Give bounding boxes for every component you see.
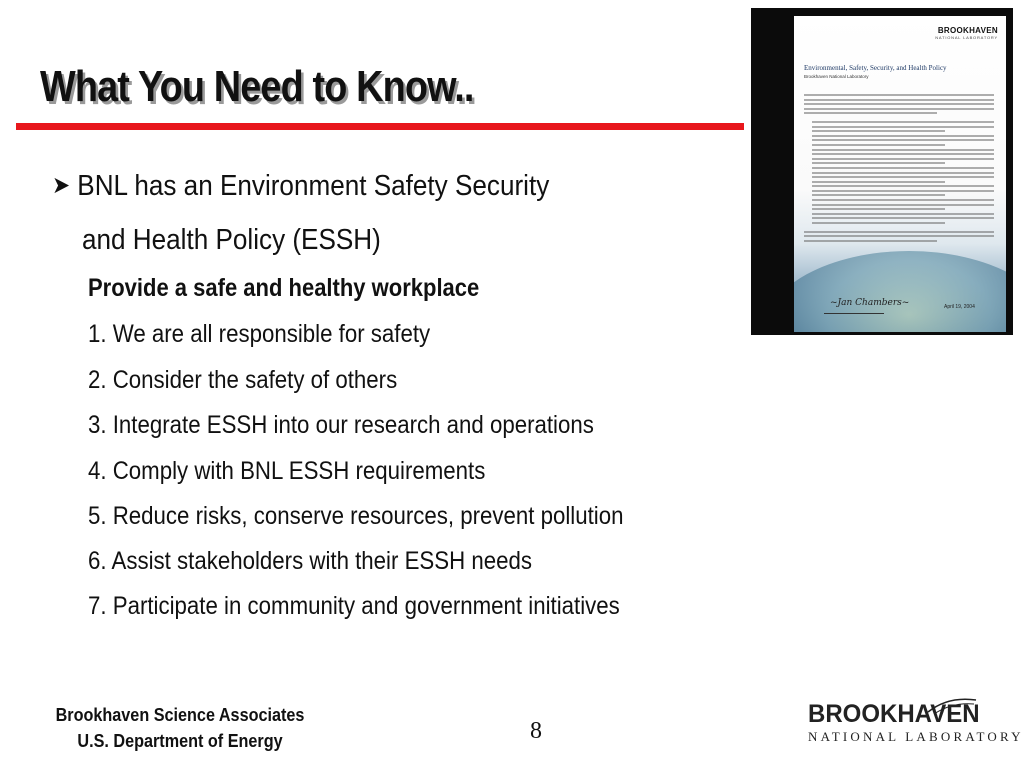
signature-line: [824, 301, 884, 314]
document-body-text: [804, 94, 994, 244]
footer-organization: [36, 702, 324, 754]
policy-item: 6. Assist stakeholders with their ESSH needs: [88, 547, 532, 575]
signature-image: ~Jan Chambers~: [830, 298, 910, 308]
document-logo: [935, 26, 998, 40]
document-logo-sub: NATIONAL LABORATORY: [935, 35, 998, 40]
policy-document-thumbnail: [751, 8, 1013, 335]
document-subtitle: Brookhaven National Laboratory: [804, 74, 869, 79]
policy-item: 2. Consider the safety of others: [88, 366, 398, 394]
page-number: 8: [530, 718, 542, 744]
footer-org-line-1: Brookhaven Science Associates: [55, 705, 305, 725]
footer-org-line-2: U.S. Department of Energy: [77, 731, 283, 751]
policy-item: 7. Participate in community and government initiatives: [88, 592, 620, 620]
bullet-line-2: and Health Policy (ESSH): [82, 224, 381, 256]
earth-image: [794, 251, 1006, 332]
logo-subtitle: NATIONAL LABORATORY: [808, 729, 1024, 744]
policy-item: 3. Integrate ESSH into our research and operations: [88, 411, 594, 439]
document-logo-main: BROOKHAVEN: [937, 26, 998, 35]
title-underline: [16, 123, 744, 130]
policy-item: 5. Reduce risks, conserve resources, prevent pollution: [88, 502, 624, 530]
brookhaven-logo: [808, 700, 1024, 745]
bullet-text-1: BNL has an Environment Safety Security: [77, 170, 550, 202]
document-date: April 19, 2004: [944, 304, 975, 310]
policy-document-page: [794, 16, 1006, 332]
slide-title: What You Need to Know..: [40, 62, 474, 111]
arrow-bullet-icon: ➤: [52, 172, 71, 199]
policy-subheading: Provide a safe and healthy workplace: [88, 274, 480, 302]
policy-item: 4. Comply with BNL ESSH requirements: [88, 457, 486, 485]
logo-wordmark: BROOKHAVEN: [808, 700, 980, 728]
policy-item: 1. We are all responsible for safety: [88, 320, 431, 348]
document-title: Environmental, Safety, Security, and Health Policy: [804, 64, 947, 72]
bullet-line-1: [52, 170, 549, 203]
